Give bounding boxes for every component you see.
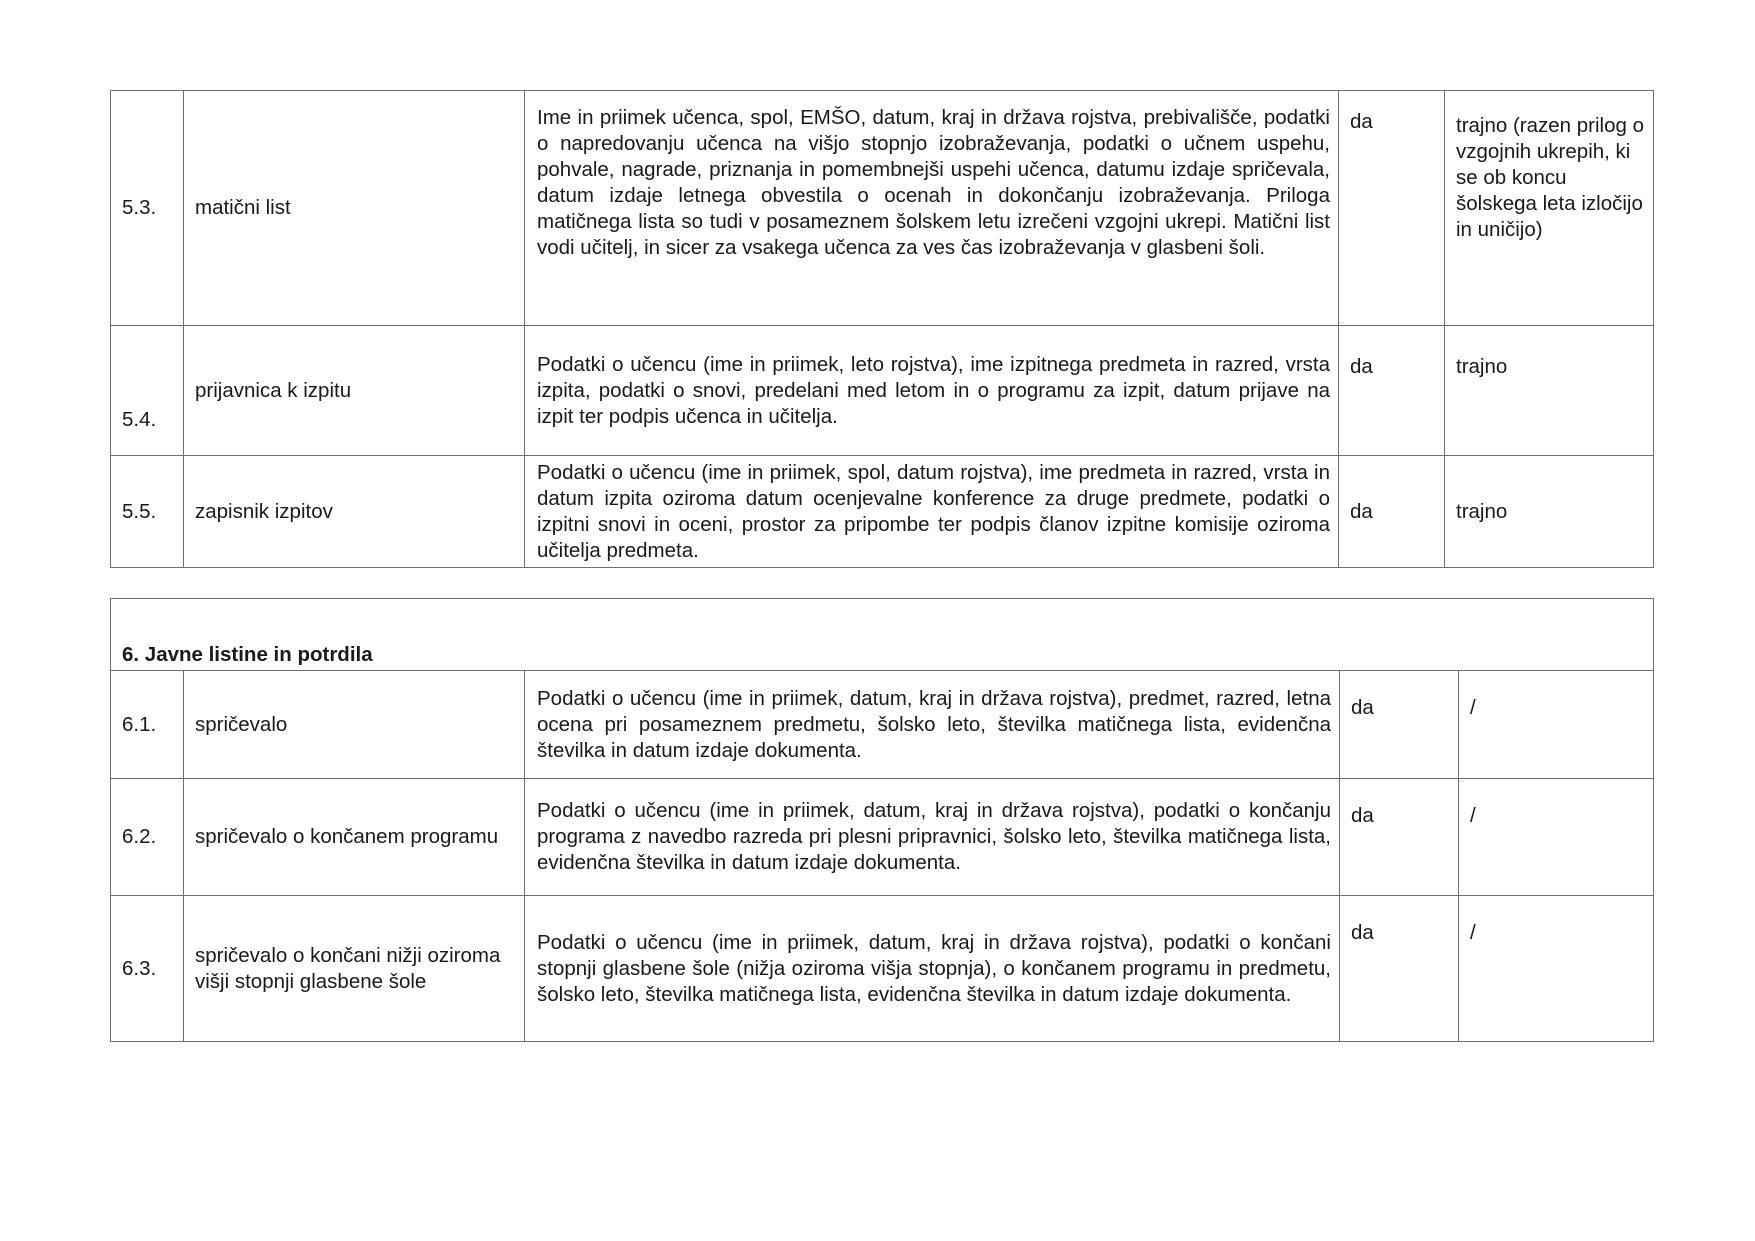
- record-description: Podatki o učencu (ime in priimek, spol, datum rojstva), ime predmeta in razred, vrsta in datum izpita oziroma datum ocenjevalne konference za druge predmete, podatki o izpitni snovi in oceni, prostor za pripombe ter podpis članov izpitne komisije oziroma učitelja predmeta.: [525, 456, 1339, 568]
- record-retention: /: [1459, 779, 1654, 896]
- section-title: 6. Javne listine in potrdila: [111, 599, 1654, 671]
- record-retention: trajno: [1445, 326, 1654, 456]
- record-description: Podatki o učencu (ime in priimek, datum, kraj in država rojstva), podatki o končanju programa z navedbo razreda pri plesni pripravnici, šolsko leto, številka matičnega lista, evidenčna številka in datum izdaje dokumenta.: [525, 779, 1340, 896]
- row-number: 5.3.: [111, 91, 184, 326]
- table-row: [111, 91, 1654, 326]
- record-retention: /: [1459, 896, 1654, 1042]
- record-retention: /: [1459, 671, 1654, 779]
- table-row: [111, 456, 1654, 568]
- table-row: [111, 896, 1654, 1042]
- row-number: 5.4.: [111, 326, 184, 456]
- record-retention: trajno: [1445, 456, 1654, 568]
- row-number: 6.3.: [111, 896, 184, 1042]
- record-name: spričevalo o končani nižji oziroma višji stopnji glasbene šole: [184, 896, 525, 1042]
- table-row: [111, 779, 1654, 896]
- record-flag: da: [1340, 671, 1459, 779]
- record-flag: da: [1340, 779, 1459, 896]
- section-header-row: [111, 599, 1654, 671]
- record-flag: da: [1339, 91, 1445, 326]
- records-table-section-5: [110, 90, 1654, 568]
- record-name: matični list: [184, 91, 525, 326]
- record-name: spričevalo: [184, 671, 525, 779]
- record-name: prijavnica k izpitu: [184, 326, 525, 456]
- record-retention: trajno (razen prilog o vzgojnih ukrepih, ki se ob koncu šolskega leta izločijo in uničijo): [1445, 91, 1654, 326]
- row-number: 6.1.: [111, 671, 184, 779]
- record-name: spričevalo o končanem programu: [184, 779, 525, 896]
- table-row: [111, 671, 1654, 779]
- record-description: Podatki o učencu (ime in priimek, leto rojstva), ime izpitnega predmeta in razred, vrsta izpita, podatki o snovi, predelani med letom in o programu za izpit, datum prijave na izpit ter podpis učenca in učitelja.: [525, 326, 1339, 456]
- row-number: 5.5.: [111, 456, 184, 568]
- records-table-section-6: [110, 598, 1654, 1042]
- record-description: Podatki o učencu (ime in priimek, datum, kraj in država rojstva), podatki o končani stopnji glasbene šole (nižja oziroma višja stopnja), o končanem programu in predmetu, šolsko leto, številka matičnega lista, evidenčna številka in datum izdaje dokumenta.: [525, 896, 1340, 1042]
- record-flag: da: [1339, 326, 1445, 456]
- table-row: [111, 326, 1654, 456]
- record-description: Ime in priimek učenca, spol, EMŠO, datum, kraj in država rojstva, prebivališče, podatki o napredovanju učenca na višjo stopnjo izobraževanja, podatki o učnem uspehu, pohvale, nagrade, priznanja in pomembnejši uspehi učenca, datumu izdaje spričevala, datum izdaje letnega obvestila o ocenah in dokončanju izobraževanja. Priloga matičnega lista so tudi v posameznem šolskem letu izrečeni vzgojni ukrepi. Matični list vodi učitelj, in sicer za vsakega učenca za ves čas izobraževanja v glasbeni šoli.: [525, 91, 1339, 326]
- record-flag: da: [1340, 896, 1459, 1042]
- record-flag: da: [1339, 456, 1445, 568]
- row-number: 6.2.: [111, 779, 184, 896]
- record-description: Podatki o učencu (ime in priimek, datum, kraj in država rojstva), predmet, razred, letna ocena pri posameznem predmetu, šolsko leto, številka matičnega lista, evidenčna številka in datum izdaje dokumenta.: [525, 671, 1340, 779]
- record-name: zapisnik izpitov: [184, 456, 525, 568]
